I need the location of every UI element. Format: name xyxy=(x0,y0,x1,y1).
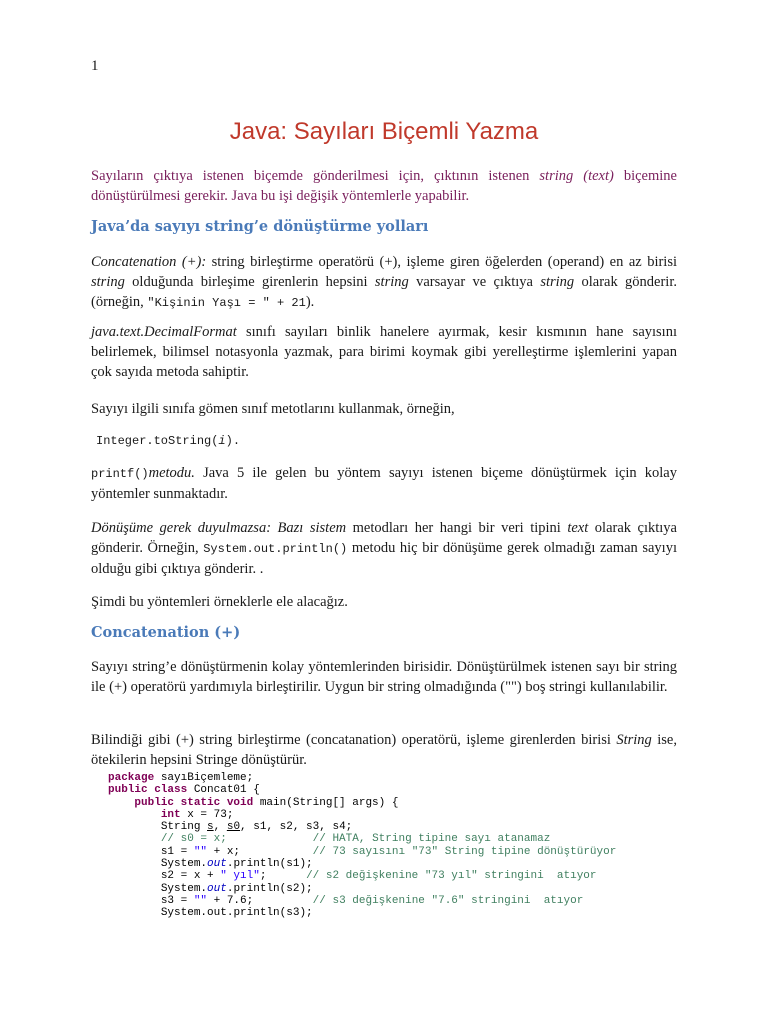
code-underlined: s xyxy=(207,821,214,834)
concat-code-example: "Kişinin Yaşı = " + 21 xyxy=(147,296,306,310)
no-conversion-paragraph xyxy=(91,518,677,579)
class-method-paragraph: Sayıyı ilgili sınıfa gömen sınıf metotlarını kullanmak, örneğin, xyxy=(91,401,455,417)
code-text: System. xyxy=(160,907,208,920)
code-string: " yıl" xyxy=(220,870,260,883)
no-conversion-text-2: olarak çıktıya gönderir. Örneğin, xyxy=(91,520,677,556)
code-string: "" xyxy=(193,845,208,858)
code-comment: // HATA, String tipine sayı atanamaz xyxy=(312,833,551,846)
printf-text: Java 5 ile gelen bu yöntem sayıyı istenen biçeme dönüştürmek için kolay yöntemler sunmaktadır. xyxy=(91,465,677,502)
code-text: + 7.6; xyxy=(207,894,254,907)
code-static-field: out xyxy=(207,882,227,895)
intro-paragraph xyxy=(91,166,677,206)
code-text: + x; xyxy=(207,845,241,858)
code-text: main(String[] args) { xyxy=(253,796,399,809)
code-comment: // s3 değişkenine "7.6" stringini atıyor xyxy=(312,894,584,907)
known-italic: String xyxy=(616,732,652,748)
concat-italic-3: string xyxy=(540,274,575,290)
concat-text-1: string birleştirme operatörü (+), işleme giren öğelerden (operand) en az birisi xyxy=(206,254,678,270)
printf-code: printf() xyxy=(91,467,149,481)
known-text-1: Bilindiği gibi (+) string birleştirme (concatanation) operatörü, işleme girenlerden birisi xyxy=(91,732,617,748)
code-text: s2 = x + xyxy=(160,870,221,883)
code-keyword: int xyxy=(160,808,181,821)
concat-text-2: olduğunda birleşime girenlerin hepsini xyxy=(124,274,375,290)
code-static-field: out xyxy=(207,858,227,871)
code-text: , xyxy=(213,821,227,834)
code-text: sayıBiçemleme; xyxy=(154,772,254,784)
section-heading-2: Concatenation (+) xyxy=(91,624,241,641)
concat-text-4: olarak gönderir. (örneğin, xyxy=(91,274,677,310)
concat-paragraph xyxy=(91,252,677,313)
no-conversion-text-1: metodları her hangi bir veri tipini xyxy=(346,520,568,536)
code-text: .println(s1); xyxy=(226,858,313,871)
concat2-paragraph: Sayıyı string’e dönüştürmenin kolay yöntemlerinden birisidir. Dönüştürülmek istenen sayı bir string ile (+) operatörü yardımıyla birleştirilir. Uygun bir string olmadığında ("") boş stringi kullanılabilir. xyxy=(91,659,677,695)
code-text: out xyxy=(207,907,227,920)
concat-text-3: varsayar ve çıktıya xyxy=(408,274,541,290)
intro-string-text: string (text) xyxy=(539,168,614,184)
code-text: System. xyxy=(160,882,208,895)
no-conversion-term: Dönüşüme gerek duyulmazsa: Bazı sistem xyxy=(91,520,347,536)
code-comment: // s0 = x; xyxy=(160,833,227,846)
println-code: System.out.println() xyxy=(203,542,348,556)
known-text-2: ise, ötekilerin hepsini Stringe dönüştürür. xyxy=(91,732,677,768)
page-number: 1 xyxy=(91,58,99,74)
decimalformat-paragraph xyxy=(91,322,677,382)
code-text: s1 = xyxy=(160,845,194,858)
code-text: .println(s2); xyxy=(226,882,313,895)
tostring-post: ). xyxy=(225,434,241,448)
printf-paragraph xyxy=(91,463,677,504)
page-title: Java: Sayıları Biçemli Yazma xyxy=(229,118,539,145)
code-text: s3 = xyxy=(160,894,194,907)
concat-italic-1: string xyxy=(91,274,125,290)
code-text: Concat01 { xyxy=(187,784,260,797)
decimalformat-text: sınıfı sayıları binlik hanelere ayırmak, kesir kısmının hane sayısını belirlemek, bilimsel notasyonla yazmak, para birimi koymak gibi yerelleştirme işlemlerini yapan çok sayıda metoda sahiptir. xyxy=(91,324,677,380)
code-comment: // 73 sayısını "73" String tipine dönüştürüyor xyxy=(312,845,617,858)
code-text: String xyxy=(160,821,208,834)
printf-term: metodu. xyxy=(148,465,195,481)
code-text: ; xyxy=(259,870,267,883)
code-text: x = 73; xyxy=(180,808,234,821)
concat-term: Concatenation (+): xyxy=(91,254,207,270)
section-heading-1: Java’da sayıyı string’e dönüştürme yolları xyxy=(91,218,429,235)
code-keyword: public static void xyxy=(134,796,254,809)
concat-text-5: ). xyxy=(305,294,315,310)
code-keyword: public class xyxy=(108,784,188,797)
code-string: "" xyxy=(193,894,208,907)
known-paragraph xyxy=(91,730,677,770)
code-text: , s1, s2, s3, s4; xyxy=(240,821,353,834)
no-conversion-italic: text xyxy=(567,520,589,536)
simdi-paragraph: Şimdi bu yöntemleri örneklerle ele alacağız. xyxy=(91,594,348,610)
tostring-arg: i xyxy=(218,434,226,448)
tostring-pre: Integer.toString( xyxy=(96,434,219,448)
code-text: .println(s3); xyxy=(226,907,313,920)
code-underlined: s0 xyxy=(226,821,241,834)
tostring-example xyxy=(96,431,682,451)
code-keyword: package xyxy=(108,772,155,784)
code-comment: // s2 değişkenine "73 yıl" stringini atıyor xyxy=(306,870,597,883)
code-block xyxy=(108,772,616,920)
intro-text-1: Sayıların çıktıya istenen biçemde gönderilmesi için, çıktının istenen xyxy=(91,168,540,184)
no-conversion-text-3: metodu hiç bir dönüşüme gerek olmadığı zaman sayıyı olduğu gibi çıktıya gönderir. . xyxy=(91,540,677,577)
decimalformat-term: java.text.DecimalFormat xyxy=(91,324,237,340)
intro-text-2: biçemine dönüştürülmesi gerekir. Java bu işi değişik yöntemlerle yapabilir. xyxy=(91,168,677,204)
code-text: System. xyxy=(160,858,208,871)
concat-italic-2: string xyxy=(374,274,409,290)
